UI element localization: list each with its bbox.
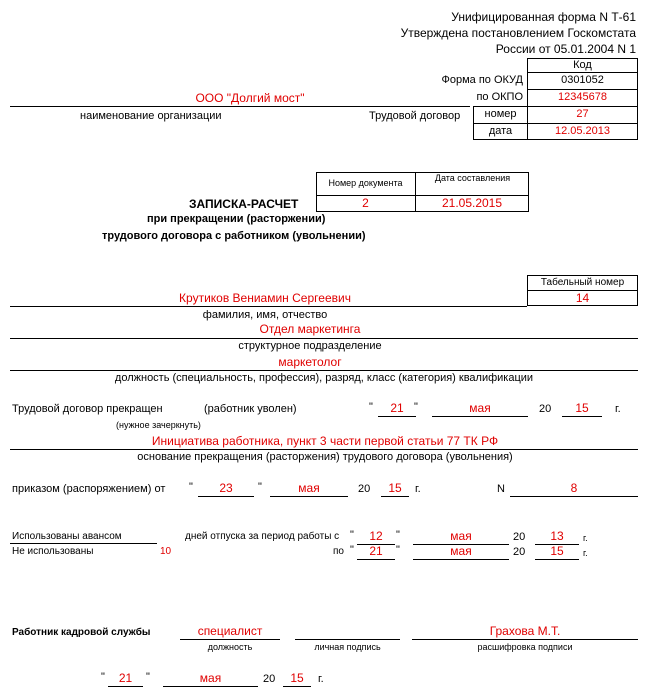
organization-name: ООО "Долгий мост" bbox=[195, 91, 305, 105]
form-header-line2: Утверждена постановлением Госкомстата bbox=[400, 26, 636, 40]
vacation-to-century: 20 bbox=[513, 546, 526, 558]
vacation-to-quote-close: " bbox=[396, 544, 400, 556]
employee-name: Крутиков Вениамин Сергеевич bbox=[179, 291, 351, 305]
okpo-label: по ОКПО bbox=[476, 91, 523, 103]
termination-century: 20 bbox=[539, 403, 552, 415]
signature-day: 21 bbox=[118, 671, 133, 685]
signature-caption: личная подпись bbox=[314, 642, 381, 652]
quote-open: " bbox=[369, 401, 373, 413]
doc-date-value: 21.05.2015 bbox=[441, 196, 503, 210]
termination-month: мая bbox=[469, 401, 491, 415]
order-number: 8 bbox=[570, 481, 578, 495]
doc-subtitle-1: при прекращении (расторжении) bbox=[147, 213, 326, 225]
vacation-from-month: мая bbox=[450, 529, 472, 543]
okud-label: Форма по ОКУД bbox=[441, 74, 523, 86]
doc-subtitle-2: трудового договора с работником (увольнении) bbox=[102, 230, 366, 242]
doc-title: ЗАПИСКА-РАСЧЕТ bbox=[189, 197, 299, 211]
tab-number-value: 14 bbox=[575, 291, 590, 305]
signature-name: Грахова М.Т. bbox=[489, 624, 561, 638]
vacation-to-label: по bbox=[333, 546, 344, 557]
vacation-from-year: 13 bbox=[550, 529, 564, 543]
termination-year-suffix: г. bbox=[615, 403, 621, 415]
order-year-suffix: г. bbox=[415, 483, 421, 495]
vacation-unused-label: Не использованы bbox=[12, 546, 94, 557]
order-label: приказом (распоряжением) от bbox=[12, 483, 166, 495]
order-century: 20 bbox=[358, 483, 371, 495]
termination-basis: Инициатива работника, пункт 3 части первой статьи 77 ТК РФ bbox=[151, 434, 499, 448]
employee-name-caption: фамилия, имя, отчество bbox=[202, 309, 328, 321]
vacation-period-label: дней отпуска за период работы с bbox=[185, 531, 340, 542]
order-n-label: N bbox=[497, 483, 505, 495]
order-quote-open: " bbox=[189, 481, 193, 493]
contract-date-value: 12.05.2013 bbox=[554, 125, 611, 137]
order-quote-close: " bbox=[258, 481, 262, 493]
contract-label: Трудовой договор bbox=[369, 110, 461, 122]
doc-date-header: Дата составления bbox=[434, 173, 511, 183]
termination-day: 21 bbox=[390, 401, 404, 415]
vacation-from-day: 12 bbox=[369, 529, 383, 543]
signature-year: 15 bbox=[290, 671, 304, 685]
vacation-unused-days: 10 bbox=[160, 546, 172, 557]
position-caption: должность (специальность, профессия), разряд, класс (категория) квалификации bbox=[114, 372, 534, 384]
vacation-to-year-suffix: г. bbox=[583, 548, 588, 558]
doc-number-header: Номер документа bbox=[328, 178, 403, 188]
order-month: мая bbox=[298, 481, 320, 495]
tab-number-header: Табельный номер bbox=[540, 277, 625, 288]
termination-year: 15 bbox=[575, 401, 589, 415]
okud-value: 0301052 bbox=[561, 74, 604, 86]
okpo-value: 12345678 bbox=[558, 91, 607, 103]
contract-number-label: номер bbox=[484, 108, 517, 120]
termination-label: Трудовой договор прекращен bbox=[12, 403, 163, 415]
form-header-line1: Унифицированная форма N Т-61 bbox=[451, 10, 636, 24]
termination-basis-caption: основание прекращения (расторжения) трудового договора (увольнения) bbox=[137, 451, 513, 463]
contract-number-value: 27 bbox=[576, 108, 589, 120]
form-header-line3: России от 05.01.2004 N 1 bbox=[495, 42, 636, 56]
signature-position-caption: должность bbox=[207, 642, 253, 652]
department-caption: структурное подразделение bbox=[238, 340, 382, 352]
vacation-used-label: Использованы авансом bbox=[12, 531, 122, 542]
organization-caption: наименование организации bbox=[80, 110, 222, 122]
vacation-to-day: 21 bbox=[369, 544, 383, 558]
signature-month: мая bbox=[199, 671, 222, 685]
position-value: маркетолог bbox=[278, 355, 342, 369]
termination-note: (нужное зачеркнуть) bbox=[116, 420, 201, 430]
vacation-from-year-suffix: г. bbox=[583, 533, 588, 543]
signature-label: Работник кадровой службы bbox=[12, 627, 151, 638]
code-label: Код bbox=[573, 59, 592, 71]
vacation-to-year: 15 bbox=[550, 544, 564, 558]
order-year: 15 bbox=[388, 481, 402, 495]
contract-date-label: дата bbox=[488, 125, 513, 137]
signature-century: 20 bbox=[263, 673, 276, 685]
vacation-to-month: мая bbox=[450, 544, 472, 558]
order-day: 23 bbox=[219, 481, 233, 495]
vacation-to-quote-open: " bbox=[350, 544, 354, 556]
signature-quote-open: " bbox=[101, 671, 105, 683]
signature-quote-close: " bbox=[146, 671, 150, 683]
vacation-from-quote-open: " bbox=[350, 529, 354, 541]
department-value: Отдел маркетинга bbox=[259, 322, 361, 336]
signature-name-caption: расшифровка подписи bbox=[477, 642, 573, 652]
quote-close: " bbox=[414, 401, 418, 413]
vacation-from-century: 20 bbox=[513, 531, 526, 543]
termination-label-2: (работник уволен) bbox=[204, 403, 297, 415]
doc-number-value: 2 bbox=[362, 196, 369, 210]
signature-year-suffix: г. bbox=[318, 673, 324, 685]
signature-position: специалист bbox=[197, 624, 263, 638]
vacation-from-quote-close: " bbox=[396, 529, 400, 541]
